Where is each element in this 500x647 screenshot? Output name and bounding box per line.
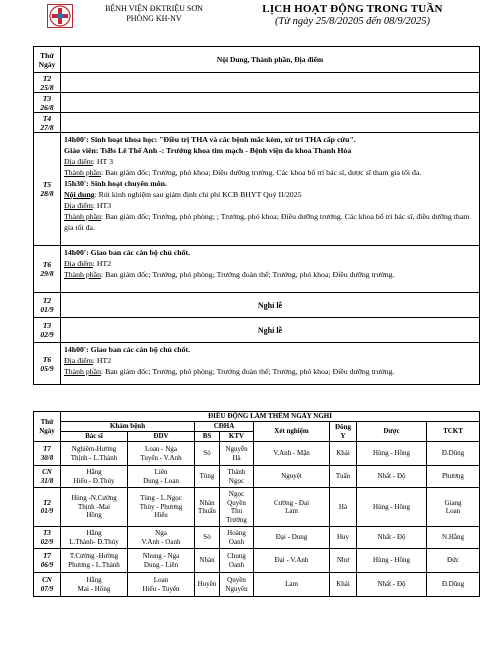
duty-table-title: ĐIỀU ĐỘNG LÀM THÊM NGÀY NGHỈ [61, 412, 480, 422]
event-value: : Rút kinh nghiệm sau giám định chi phí KCB BHYT Quý II/2025 [94, 190, 302, 199]
duty-cell-bs: Huyền [195, 573, 220, 597]
duty-cell-bs: Tùng [195, 466, 220, 488]
duty-cell-duoc: Nhất - Độ [357, 573, 427, 597]
page-subtitle: (Từ ngày 25/8/20205 đến 08/9/2025) [274, 16, 431, 27]
schedule-row [34, 293, 480, 318]
duty-cell-ktv: Quyền Nguyên [220, 573, 254, 597]
duty-cell-duoc: Hùng - Hồng [357, 488, 427, 527]
col-dongy-header: Đông Y [330, 422, 357, 442]
page-title: LỊCH HOẠT ĐỘNG TRONG TUẦN [262, 3, 443, 15]
col-duoc-header: Dược [357, 422, 427, 442]
col-content-header: Nội Dung, Thành phần, Địa điểm [61, 47, 480, 73]
duty-cell-day: CN 31/8 [34, 466, 61, 488]
duty-row [34, 442, 480, 466]
hospital-name: BỆNH VIỆN ĐKTRIỆU SƠN [105, 4, 203, 13]
duty-cell-bacsi: Hằng Hiếu - Đ.Thủy [61, 466, 128, 488]
event-label: Thành phần [64, 270, 102, 279]
duty-cell-ktv: Thành Ngọc [220, 466, 254, 488]
schedule-header-row [34, 47, 480, 73]
duty-cell-bacsi: Nghiêm-Hường Thịnh - L.Thành [61, 442, 128, 466]
duty-cell-day: T3 02/9 [34, 527, 61, 549]
col-bs-header: BS [195, 432, 220, 442]
content-cell [61, 246, 480, 293]
duty-cell-ktv: Ngọc Quyền Thu Trường [220, 488, 254, 527]
col-ktv-header: KTV [220, 432, 254, 442]
duty-cell-tckt: N.Hằng [427, 527, 480, 549]
event-value: : Ban giám đốc; Trưởng, phó khoa; Điều dưỡng trưởng. Các khoa bố trí bác sĩ, dược sĩ tham gia tối đa. [101, 168, 422, 177]
event-label: Địa điểm [64, 201, 93, 210]
day-cell: T6 05/9 [34, 343, 61, 385]
duty-cell-ddv: Liên Dung - Loan [128, 466, 195, 488]
duty-cell-dongy: Khải [330, 573, 357, 597]
duty-cell-ddv: Loan - Nga Tuyến - V.Anh [128, 442, 195, 466]
day-cell: T5 28/8 [34, 133, 61, 246]
duty-cell-bacsi: Hằng Mai - Hồng [61, 573, 128, 597]
duty-cell-tckt: Đức [427, 549, 480, 573]
duty-row [34, 466, 480, 488]
duty-cell-xn: Đại - V.Anh [254, 549, 330, 573]
duty-cell-ddv: Nhung - Nga Dung - Liên [128, 549, 195, 573]
duty-cell-duoc: Nhất - Độ [357, 527, 427, 549]
day-cell: T4 27/8 [34, 113, 61, 133]
duty-cell-ddv: Tùng - L.Ngọc Thùy - Phương Hiếu [128, 488, 195, 527]
event-line [64, 258, 476, 269]
day-cell: T2 01/9 [34, 293, 61, 318]
duty-cell-xn: Lam [254, 573, 330, 597]
event-line [64, 167, 476, 178]
duty-cell-day: T2 01/9 [34, 488, 61, 527]
duty-cell-ktv: Nguyễn Hà [220, 442, 254, 466]
day-cell: T6 29/8 [34, 246, 61, 293]
col-tckt-header: TCKT [427, 422, 480, 442]
duty-row [34, 488, 480, 527]
schedule-row [34, 93, 480, 113]
weekly-schedule-table [33, 46, 480, 385]
schedule-row [34, 343, 480, 385]
duty-cell-ddv: Nga V.Anh - Oanh [128, 527, 195, 549]
duty-cell-bacsi: Hằng L.Thành- Đ.Thủy [61, 527, 128, 549]
event-value: : Ban giám đốc; Trưởng, phó phòng; ; Trưởng, phó khoa; Điều dưỡng trưởng. Các khoa bố trí bác sĩ, điều dưỡng tham gia tối đa. [64, 212, 470, 232]
duty-header-row [34, 422, 480, 432]
duty-cell-dongy: Hà [330, 488, 357, 527]
day-cell: T2 25/8 [34, 73, 61, 93]
event-label: Địa điểm [64, 356, 93, 365]
schedule-row [34, 133, 480, 246]
hospital-logo-icon [47, 4, 73, 28]
duty-cell-ktv: Chung Oanh [220, 549, 254, 573]
event-label: Nội dung [64, 190, 95, 199]
event-line [64, 200, 476, 211]
day-cell: T3 02/9 [34, 318, 61, 343]
event-label: Địa điểm [64, 259, 93, 268]
duty-cell-bacsi: T.Cường -Hường Phương - L.Thành [61, 549, 128, 573]
event-label: Thành phần [64, 212, 102, 221]
holiday-duty-table [33, 411, 480, 597]
event-line: Giáo viên: TsBs Lê Thế Anh -: Trưởng khoa tim mạch - Bệnh viện đa khoa Thanh Hóa [64, 146, 352, 155]
duty-cell-xn: Nguyệt [254, 466, 330, 488]
duty-cell-dongy: Huy [330, 527, 357, 549]
schedule-row [34, 318, 480, 343]
event-line [64, 211, 476, 233]
schedule-row [34, 73, 480, 93]
event-line [64, 156, 476, 167]
col-xn-header: Xét nghiệm [254, 422, 330, 442]
duty-row [34, 527, 480, 549]
duty-cell-tckt: Phương [427, 466, 480, 488]
duty-cell-tckt: Đ.Dũng [427, 442, 480, 466]
hospital-name-block [84, 4, 224, 24]
duty-cell-bs: Nhàn Thuấn [195, 488, 220, 527]
duty-cell-tckt: Đ.Dũng [427, 573, 480, 597]
duty-cell-dongy: Tuấn [330, 466, 357, 488]
content-cell [61, 343, 480, 385]
event-label: Thành phần [64, 367, 102, 376]
duty-title-row [34, 412, 480, 422]
col-ddv-header: ĐDV [128, 432, 195, 442]
event-value: : HT2 [92, 259, 112, 268]
duty-cell-dongy: Khải [330, 442, 357, 466]
event-line: 14h00': Giao ban các cán bộ chủ chốt. [64, 345, 191, 354]
duty-cell-xn: V.Anh - Mận [254, 442, 330, 466]
duty-cell-day: T7 06/9 [34, 549, 61, 573]
event-line: 14h00': Sinh hoạt khoa học: "Điều trị THA và các bệnh mắc kèm, xử trí THA cấp cứu". [64, 135, 356, 144]
duty-cell-xn: Cường - Đại Lam [254, 488, 330, 527]
event-line [64, 366, 476, 377]
event-value: : HT3 [92, 201, 112, 210]
duty-cell-duoc: Hùng - Hồng [357, 442, 427, 466]
event-line: 15h30': Sinh hoạt chuyên môn. [64, 179, 167, 188]
duty-cell-duoc: Nhất - Độ [357, 466, 427, 488]
day-cell: T3 26/8 [34, 93, 61, 113]
event-line [64, 269, 476, 280]
event-label: Thành phần [64, 168, 102, 177]
duty-row [34, 549, 480, 573]
event-value: : HT 3 [92, 157, 114, 166]
duty-cell-bs: Sỏ [195, 527, 220, 549]
event-value: : HT2 [92, 356, 112, 365]
schedule-row [34, 246, 480, 293]
duty-row [34, 573, 480, 597]
content-cell [61, 93, 480, 113]
event-value: : Ban giám đốc; Trưởng, phó phòng; Trưởng đoàn thể; Trưởng, phó khoa; Điều dưỡng trưởng. [101, 270, 395, 279]
content-cell [61, 73, 480, 93]
schedule-row [34, 113, 480, 133]
duty-cell-bs: Sỏ [195, 442, 220, 466]
duty-cell-tckt: Giang Loan [427, 488, 480, 527]
duty-cell-bs: Nhàn [195, 549, 220, 573]
event-value: : Ban giám đốc; Trưởng, phó phòng; Trưởng đoàn thể; Trưởng, phó khoa; Điều dưỡng trưởng. [101, 367, 395, 376]
duty-cell-dongy: Như [330, 549, 357, 573]
holiday-cell: Nghỉ lễ [61, 293, 480, 318]
event-line [64, 355, 476, 366]
duty-cell-ddv: Loan Hiếu - Tuyến [128, 573, 195, 597]
content-cell [61, 113, 480, 133]
col-kham-header: Khám bệnh [61, 422, 195, 432]
duty-cell-day: CN 07/9 [34, 573, 61, 597]
duty-cell-day: T7 30/8 [34, 442, 61, 466]
duty-cell-bacsi: Hùng -N.Cường Thịnh -Mai Hồng [61, 488, 128, 527]
event-line: 14h00': Giao ban các cán bộ chủ chốt. [64, 248, 191, 257]
duty-cell-duoc: Hùng - Hồng [357, 549, 427, 573]
col-cdha-header: CĐHA [195, 422, 254, 432]
department-name: PHÒNG KH-NV [126, 14, 182, 23]
col-bacsi-header: Bác sĩ [61, 432, 128, 442]
col-day-header: Thứ Ngày [34, 47, 61, 73]
duty-cell-ktv: Hoàng Oanh [220, 527, 254, 549]
duty-cell-xn: Đại - Dung [254, 527, 330, 549]
holiday-cell: Nghỉ lễ [61, 318, 480, 343]
col-day-header: Thứ Ngày [34, 412, 61, 442]
content-cell [61, 133, 480, 246]
event-label: Địa điểm [64, 157, 93, 166]
event-line [64, 189, 476, 200]
